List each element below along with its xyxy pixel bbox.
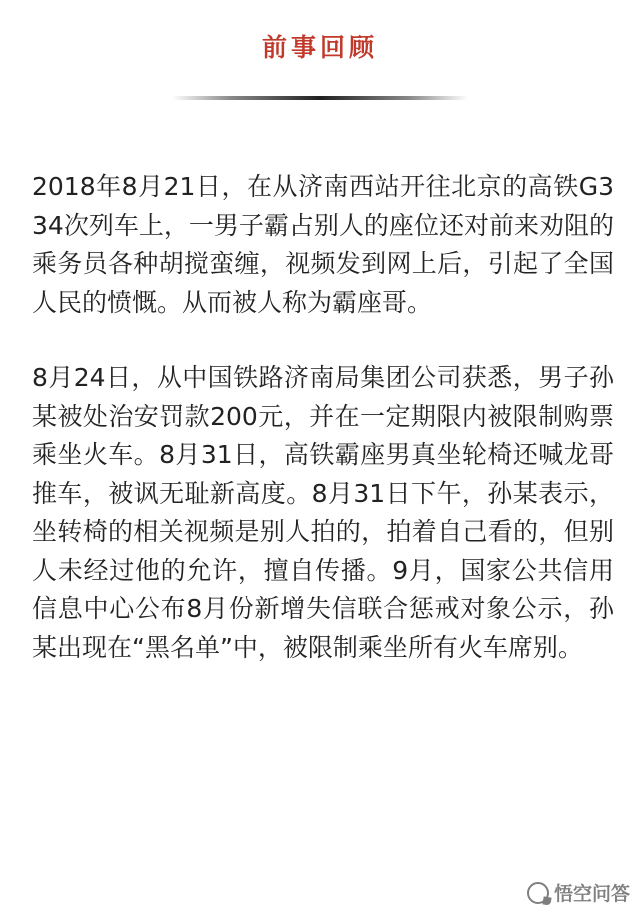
watermark: [527, 879, 630, 906]
section-title: 前事回顾: [261, 33, 378, 62]
chat-bubble-icon: [527, 882, 549, 904]
article-body: [32, 168, 614, 667]
article-paragraph-1: 2018年8月21日，在从济南西站开往北京的高铁G334次列车上，一男子霸占别人的座位还对前来劝阻的乘务员各种胡搅蛮缠，视频发到网上后，引起了全国人民的愤慨。从而被人称为霸座哥。: [32, 172, 614, 317]
article-paragraph-2: 8月24日，从中国铁路济南局集团公司获悉，男子孙某被处治安罚款200元，并在一定期限内被限制购票乘坐火车。8月31日，高铁霸座男真坐轮椅还喊龙哥推车，被讽无耻新高度。8月31日下午，孙某表示，坐转椅的相关视频是别人拍的，拍着自己看的，但别人未经过他的允许，擅自传播。9月，国家公共信用信息中心公布8月份新增失信联合惩戒对象公示，孙某出现在“黑名单”中，被限制乘坐所有火车席别。: [32, 363, 614, 662]
title-divider: [172, 96, 468, 100]
watermark-text: 悟空问答: [553, 883, 630, 905]
